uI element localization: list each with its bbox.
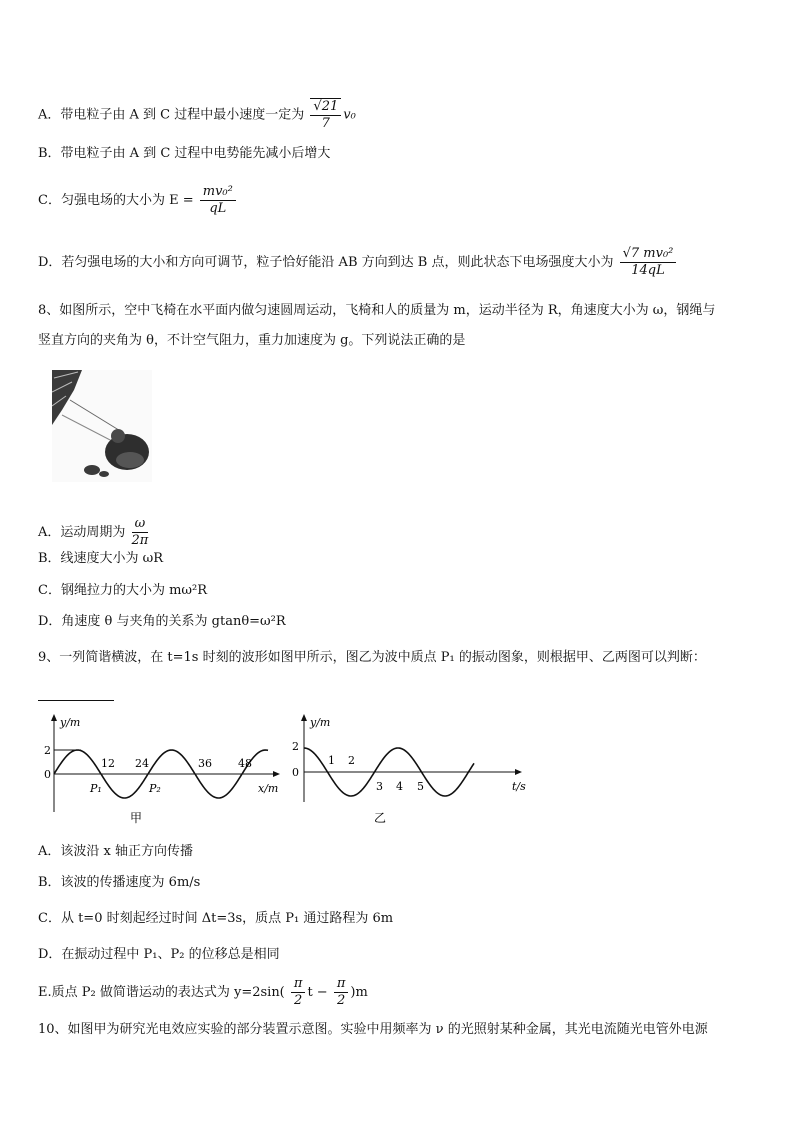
t-axis-arrow bbox=[515, 769, 522, 775]
x-tick-48: 48 bbox=[238, 757, 252, 770]
fraction: $\frac{\text{√7 mv₀²}}{14qL}$ bbox=[620, 246, 677, 279]
q10-stem: 10、如图甲为研究光电效应实验的部分装置示意图。实验中用频率为 ν 的光照射某种金属，其光电流随光电管外电源 bbox=[38, 1022, 708, 1037]
x-tick-12: 12 bbox=[101, 757, 115, 770]
t-tick-1: 1 bbox=[328, 754, 335, 767]
y-axis-label: y/m bbox=[60, 716, 81, 729]
q8-stem-line2: 竖直方向的夹角为 θ，不计空气阻力，重力加速度为 g。下列说法正确的是 bbox=[38, 333, 466, 348]
y-tick-0: 0 bbox=[44, 768, 51, 781]
y-axis-arrow bbox=[51, 714, 57, 721]
point-p1-label: P₁ bbox=[90, 782, 102, 795]
q8-option-b: B．线速度大小为 ωR bbox=[38, 551, 164, 566]
y-axis-arrow bbox=[301, 714, 307, 721]
t-tick-5: 5 bbox=[417, 780, 424, 793]
q9-stem: 9、一列简谐横波，在 t=1s 时刻的波形如图甲所示，图乙为波中质点 P₁ 的振动图象，则根据甲、乙两图可以判断： bbox=[38, 650, 706, 665]
graph-caption: 甲 bbox=[130, 811, 143, 825]
y-tick-2: 2 bbox=[292, 740, 299, 753]
t-axis-label: t/s bbox=[512, 780, 526, 793]
t-tick-4: 4 bbox=[396, 780, 403, 793]
q8-stem-line1: 8、如图所示，空中飞椅在水平面内做匀速圆周运动，飞椅和人的质量为 m，运动半径为 R，角速度大小为 ω，钢绳与 bbox=[38, 303, 716, 318]
wave-graph-jia bbox=[38, 712, 288, 832]
q8-option-d: D．角速度 θ 与夹角的关系为 gtanθ=ω²R bbox=[38, 614, 286, 629]
q7-option-d: D．若匀强电场的大小和方向可调节，粒子恰好能沿 AB 方向到达 B 点，则此状态下电场强度大小为 $\frac{\text{√7 mv₀²}}{14qL}$ bbox=[38, 246, 678, 279]
q9-option-b: B．该波的传播速度为 6m/s bbox=[38, 875, 201, 890]
t-tick-3: 3 bbox=[376, 780, 383, 793]
q9-option-c: C．从 t=0 时刻起经过时间 Δt=3s，质点 P₁ 通过路程为 6m bbox=[38, 911, 394, 926]
divider-line bbox=[38, 700, 114, 701]
fraction: $\frac{\pi}{2}$ bbox=[334, 976, 349, 1009]
graph-caption: 乙 bbox=[374, 811, 387, 825]
q8-option-a: A．运动周期为 $\frac{\omega}{2\pi}$ bbox=[38, 516, 149, 548]
t-tick-2: 2 bbox=[348, 754, 355, 767]
x-tick-36: 36 bbox=[198, 757, 212, 770]
x-tick-24: 24 bbox=[135, 757, 149, 770]
fraction: $\frac{\text{mv₀²}}{qL}$ bbox=[200, 184, 236, 217]
flying-chair-photo bbox=[52, 370, 152, 482]
x-axis-label: x/m bbox=[258, 782, 279, 795]
x-axis-arrow bbox=[273, 771, 280, 777]
q8-option-c: C．钢绳拉力的大小为 mω²R bbox=[38, 583, 208, 598]
y-axis-label: y/m bbox=[310, 716, 331, 729]
q7-option-c: C．匀强电场的大小为 E = $\frac{\text{mv₀²}}{qL}$ bbox=[38, 184, 238, 217]
q9-option-d: D．在振动过程中 P₁、P₂ 的位移总是相同 bbox=[38, 947, 280, 962]
y-tick-2: 2 bbox=[44, 744, 51, 757]
q7-option-a: A．带电粒子由 A 到 C 过程中最小速度一定为 $\frac{√21}{7}$ v₀ bbox=[38, 99, 356, 131]
q9-option-a: A．该波沿 x 轴正方向传播 bbox=[38, 844, 193, 859]
vibration-graph-yi bbox=[286, 712, 536, 832]
fraction: $\frac{√21}{7}$ bbox=[310, 98, 341, 132]
q9-option-e: E.质点 P₂ 做简谐运动的表达式为 y=2sin( $\frac{\pi}{2}$ t − $\frac{\pi}{2}$ )m bbox=[38, 976, 368, 1008]
fraction: $\frac{\pi}{2}$ bbox=[291, 976, 306, 1009]
point-p2-label: P₂ bbox=[149, 782, 161, 795]
q7-option-b: B．带电粒子由 A 到 C 过程中电势能先减小后增大 bbox=[38, 146, 331, 161]
fraction: $\frac{\omega}{2\pi}$ bbox=[131, 516, 149, 548]
y-tick-0: 0 bbox=[292, 766, 299, 779]
